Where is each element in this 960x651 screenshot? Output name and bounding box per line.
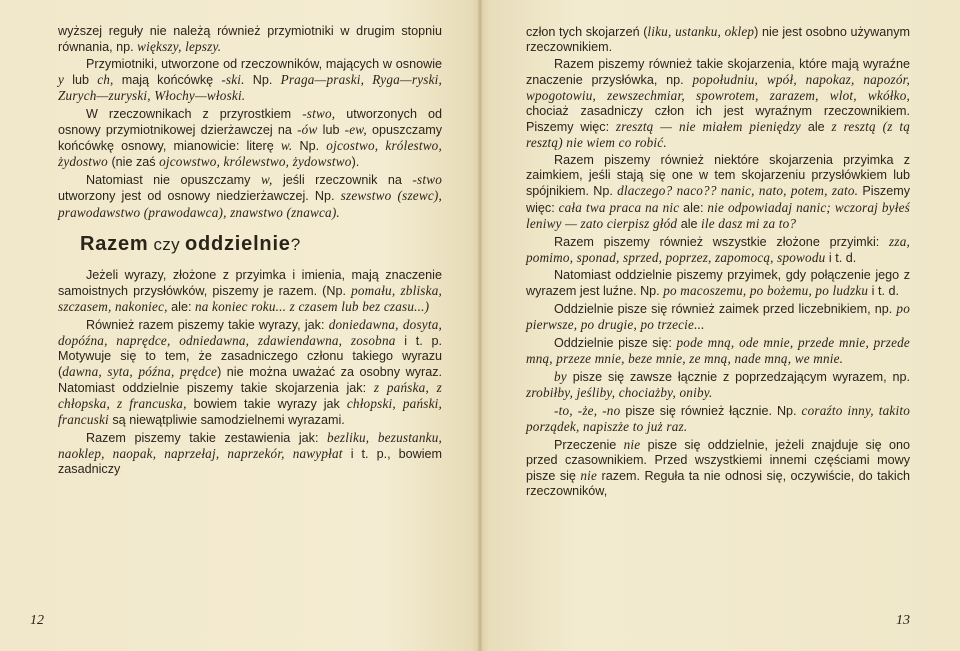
italic-example: nie bbox=[580, 468, 598, 484]
italic-example: ojcowstwo, królewstwo, żydowstwo bbox=[159, 154, 352, 170]
italic-example: popołudniu, wpół, napokaz, napozór, wpogotowiu, zewszechmiar, spowrotem, zarazem, wlot, wkółko, bbox=[526, 72, 910, 104]
italic-example: po pierwsze, po drugie, po trzecie... bbox=[526, 300, 910, 332]
italic-example: w, bbox=[260, 172, 273, 188]
italic-example: w. bbox=[280, 138, 293, 154]
italic-example: Praga—praski, Ryga—ryski, Zurych—zuryski, Włochy—włoski. bbox=[58, 72, 442, 104]
italic-example: coraźto inny, takito porządek, napiszże to już raz. bbox=[526, 403, 910, 435]
paragraph: wyższej reguły nie należą również przymiotniki w drugim stopniu równania, np. większy, lepszy. bbox=[58, 24, 442, 55]
italic-example: ch, bbox=[97, 72, 114, 88]
heading-word-razem: Razem bbox=[80, 232, 149, 255]
page-number: 13 bbox=[896, 613, 910, 628]
heading-question-mark: ? bbox=[290, 234, 301, 254]
italic-example: by bbox=[554, 368, 567, 384]
italic-example: y bbox=[58, 72, 65, 88]
italic-example: -stwo bbox=[412, 172, 442, 188]
italic-example: nie odpowiadaj nanic; wczoraj byłeś leniwy — zato cierpisz głód bbox=[526, 199, 910, 231]
paragraph: Oddzielnie pisze się: pode mną, ode mnie, przede mnie, przede mną, przeze mnie, beze mnie, ze mną, nade mną, we mnie. bbox=[526, 334, 910, 366]
italic-example: -ów bbox=[297, 122, 318, 138]
right-page bbox=[480, 18, 960, 651]
italic-example: dlaczego? naco?? nanic, nato, potem, zato. bbox=[617, 183, 859, 199]
paragraph: by pisze się zawsze łącznie z poprzedzającym wyrazem, np. zrobiłby, jeśliby, chociażby, oniby. bbox=[526, 368, 910, 401]
italic-example: nie bbox=[623, 437, 641, 453]
paragraph: człon tych skojarzeń (liku, ustanku, oklep) nie jest osobno używanym rzeczownikiem. bbox=[526, 24, 910, 55]
italic-example: z resztą (z tą resztą) nie wiem co robić. bbox=[526, 119, 911, 151]
paragraph: Natomiast nie opuszczamy w, jeśli rzeczownik na -stwo utworzony jest od osnowy niedzierżawczej. Np. szewstwo (szewc), prawodawstwo (prawodawca), znawstwo (znawca). bbox=[58, 172, 442, 220]
italic-example: dawna, syta, późna, prędce bbox=[62, 363, 218, 379]
italic-example: z pańska, z chłopska, z francuska, bbox=[58, 379, 442, 411]
italic-example: zza, pomimo, sponad, sprzed, poprzez, zapomocą, spowodu bbox=[526, 233, 910, 265]
italic-example: cała twa praca na nic bbox=[558, 199, 680, 215]
italic-example: ile dasz mi za to? bbox=[701, 215, 797, 231]
italic-example: na koniec roku... z czasem lub bez czasu...) bbox=[194, 298, 430, 314]
paragraph: Razem piszemy również takie skojarzenia, które mają wyraźne znaczenie przysłówka, np. popołudniu, wpół, napokaz, napozór, wpogotowiu, zewszechmiar, spowrotem, zarazem, wlot, wkółko, chociaż zasadniczy człon ich jest wyraźnym rzeczownikiem. Piszemy więc: zresztą — nie miałem pieniędzy ale z resztą (z tą resztą) nie wiem co robić. bbox=[526, 57, 911, 151]
paragraph: Natomiast oddzielnie piszemy przyimek, gdy połączenie jego z wyrazem jest luźne. Np. po macoszemu, po bożemu, po ludzku i t. d. bbox=[526, 267, 910, 298]
section-heading bbox=[80, 233, 442, 256]
paragraph: Również razem piszemy takie wyrazy, jak: doniedawna, dosyta, dopóźna, naprędce, odniedawna, zdawiendawna, zosobna i t. p. Motywuje się to tem, że zasadniczego członu takiego wyrazu (dawna, syta, późna, prędce) nie można uważać za osobny wyraz. Natomiast oddzielnie piszemy takie skojarzenia jak: z pańska, z chłopska, z francuska, bowiem takie wyrazy jak chłopski, pański, francuski są niewątpliwie samodzielnemi wyrazami. bbox=[58, 316, 443, 427]
italic-example: zresztą — nie miałem pieniędzy bbox=[615, 119, 801, 135]
italic-example: większy, lepszy. bbox=[137, 39, 222, 55]
italic-example: pomału, zbliska, szczasem, nakoniec, bbox=[58, 282, 442, 314]
heading-word-czy: czy bbox=[148, 234, 185, 254]
italic-example: -ew, bbox=[344, 122, 367, 138]
italic-example: szewstwo (szewc), prawodawstwo (prawodawca), znawstwo (znawca). bbox=[58, 188, 442, 220]
left-page bbox=[0, 18, 480, 651]
right-page-text bbox=[526, 24, 910, 499]
italic-example: doniedawna, dosyta, dopóźna, naprędce, odniedawna, zdawiendawna, zosobna bbox=[58, 316, 442, 348]
heading-word-oddzielnie: oddzielnie bbox=[184, 232, 291, 255]
italic-example: chłopski, pański, francuski bbox=[58, 395, 443, 427]
italic-example: po macoszemu, po bożemu, po ludzku bbox=[663, 282, 869, 298]
italic-example: -ski. bbox=[221, 72, 245, 88]
page-number: 12 bbox=[30, 613, 44, 628]
italic-example: zrobiłby, jeśliby, chociażby, oniby. bbox=[526, 385, 713, 401]
italic-example: ojcostwo, królestwo, żydostwo bbox=[58, 138, 442, 170]
paragraph: Przeczenie nie pisze się oddzielnie, jeżeli znajduje się ono przed czasownikiem. Przed wszystkiemi innemi częściami mowy pisze się nie razem. Reguła ta nie odnosi się, oczywiście, do takich rzeczowników, bbox=[526, 437, 911, 499]
paragraph: Razem piszemy również wszystkie złożone przyimki: zza, pomimo, sponad, sprzed, poprzez, zapomocą, spowodu i t. d. bbox=[526, 233, 910, 265]
italic-example: -stwo, bbox=[302, 106, 336, 122]
paragraph: Przymiotniki, utworzone od rzeczowników, mających w osnowie y lub ch, mają końcówkę -ski. Np. Praga—praski, Ryga—ryski, Zurych—zuryski, Włochy—włoski. bbox=[58, 57, 442, 104]
paragraph: Jeżeli wyrazy, złożone z przyimka i imienia, mają znaczenie samoistnych przysłówków, piszemy je razem. (Np. pomału, zbliska, szczasem, nakoniec, ale: na koniec roku... z czasem lub bez czasu...) bbox=[58, 267, 442, 314]
italic-example: bezliku, bezustanku, naoklep, naopak, naprzełaj, naprzekór, nawypłat bbox=[58, 430, 442, 462]
paragraph: W rzeczownikach z przyrostkiem -stwo, utworzonych od osnowy przymiotnikowej dzierżawczej na -ów lub -ew, opuszczamy końcówkę osnowy, mianowicie: literę w. Np. ojcostwo, królestwo, żydostwo (nie zaś ojcowstwo, królewstwo, żydowstwo). bbox=[58, 106, 442, 170]
paragraph: Oddzielnie pisze się również zaimek przed liczebnikiem, np. po pierwsze, po drugie, po trzecie... bbox=[526, 300, 910, 332]
italic-example: pode mną, ode mnie, przede mnie, przede mną, przeze mnie, beze mnie, ze mną, nade mną, we mnie. bbox=[526, 334, 910, 366]
paragraph: Razem piszemy takie zestawienia jak: bezliku, bezustanku, naoklep, naopak, naprzełaj, naprzekór, nawypłat i t. p., bowiem zasadniczy bbox=[58, 430, 442, 477]
paragraph: Razem piszemy również niektóre skojarzenia przyimka z zaimkiem, jeśli stają się one w tem skojarzeniu przysłówkiem lub spójnikiem. Np. dlaczego? naco?? nanic, nato, potem, zato. Piszemy więc: cała twa praca na nic ale: nie odpowiadaj nanic; wczoraj byłeś leniwy — zato cierpisz głód ale ile dasz mi za to? bbox=[526, 153, 910, 231]
italic-example: -to, -że, -no bbox=[554, 403, 621, 419]
italic-example: liku, ustanku, oklep bbox=[647, 24, 755, 39]
left-page-text bbox=[58, 24, 442, 477]
paragraph: -to, -że, -no pisze się również łącznie. Np. coraźto inny, takito porządek, napiszże to już raz. bbox=[526, 403, 910, 435]
